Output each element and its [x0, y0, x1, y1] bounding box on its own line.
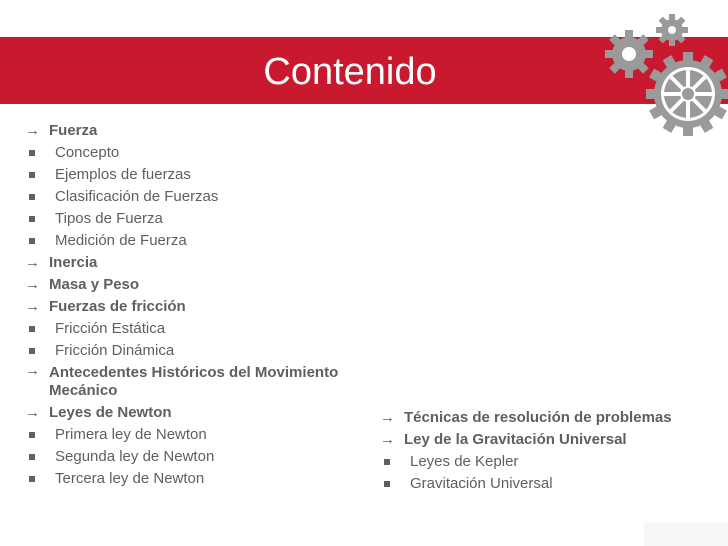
list-item-text: Masa y Peso	[49, 276, 140, 293]
list-item	[372, 429, 712, 451]
arrow-bullet-icon: →	[25, 276, 40, 293]
list-item	[17, 424, 377, 446]
list-item-text: Clasificación de Fuerzas	[55, 188, 219, 205]
list-item	[372, 473, 712, 495]
slide-title: Contenido	[263, 51, 437, 93]
list-item-text: Tipos de Fuerza	[55, 210, 163, 227]
square-bullet-icon	[29, 194, 35, 200]
list-item	[372, 451, 712, 473]
square-bullet-icon	[29, 454, 35, 460]
list-item-text: Concepto	[55, 144, 120, 161]
square-bullet-icon	[29, 238, 35, 244]
arrow-bullet-icon: →	[25, 362, 40, 379]
arrow-bullet-icon: →	[380, 431, 395, 448]
list-item	[17, 318, 377, 340]
arrow-bullet-icon: →	[25, 122, 40, 139]
list-item	[17, 402, 377, 424]
list-item-text: Fuerzas de fricción	[49, 298, 186, 315]
list-item	[17, 230, 377, 252]
list-item	[17, 164, 377, 186]
square-bullet-icon	[29, 150, 35, 156]
arrow-bullet-icon: →	[25, 298, 40, 315]
square-bullet-icon	[29, 348, 35, 354]
list-item-text: Fricción Dinámica	[55, 342, 175, 359]
list-item	[17, 296, 377, 318]
list-item-text: Leyes de Kepler	[410, 453, 519, 470]
list-item-text: Fricción Estática	[55, 320, 166, 337]
gears-icon	[596, 8, 728, 140]
list-item	[17, 120, 377, 142]
list-item-text: Fuerza	[49, 122, 98, 139]
square-bullet-icon	[384, 459, 390, 465]
left-content-list	[17, 120, 377, 490]
arrow-bullet-icon: →	[25, 254, 40, 271]
list-item-text: Leyes de Newton	[49, 404, 172, 421]
list-item-text: Primera ley de Newton	[55, 426, 207, 443]
list-item-text: Segunda ley de Newton	[55, 448, 215, 465]
arrow-bullet-icon: →	[380, 409, 395, 426]
square-bullet-icon	[29, 172, 35, 178]
list-item	[372, 407, 712, 429]
list-item-text: Antecedentes Históricos del Movimiento Mecánico	[49, 364, 339, 399]
list-item-text: Medición de Fuerza	[55, 232, 187, 249]
list-item	[17, 208, 377, 230]
square-bullet-icon	[29, 326, 35, 332]
list-item	[17, 186, 377, 208]
list-item-text: Inercia	[49, 254, 98, 271]
list-item	[17, 274, 377, 296]
list-item	[17, 142, 377, 164]
list-item-text: Ley de la Gravitación Universal	[404, 431, 627, 448]
list-item	[17, 252, 377, 274]
square-bullet-icon	[29, 476, 35, 482]
list-item-text: Técnicas de resolución de problemas	[404, 409, 672, 426]
right-content-list	[372, 407, 712, 495]
square-bullet-icon	[29, 216, 35, 222]
list-item	[17, 362, 377, 402]
list-item-text: Tercera ley de Newton	[55, 470, 205, 487]
list-item-text: Ejemplos de fuerzas	[55, 166, 191, 183]
square-bullet-icon	[29, 432, 35, 438]
corner-decoration	[644, 522, 728, 546]
list-item	[17, 446, 377, 468]
arrow-bullet-icon: →	[25, 404, 40, 421]
list-item	[17, 468, 377, 490]
list-item-text: Gravitación Universal	[410, 475, 553, 492]
square-bullet-icon	[384, 481, 390, 487]
list-item	[17, 340, 377, 362]
